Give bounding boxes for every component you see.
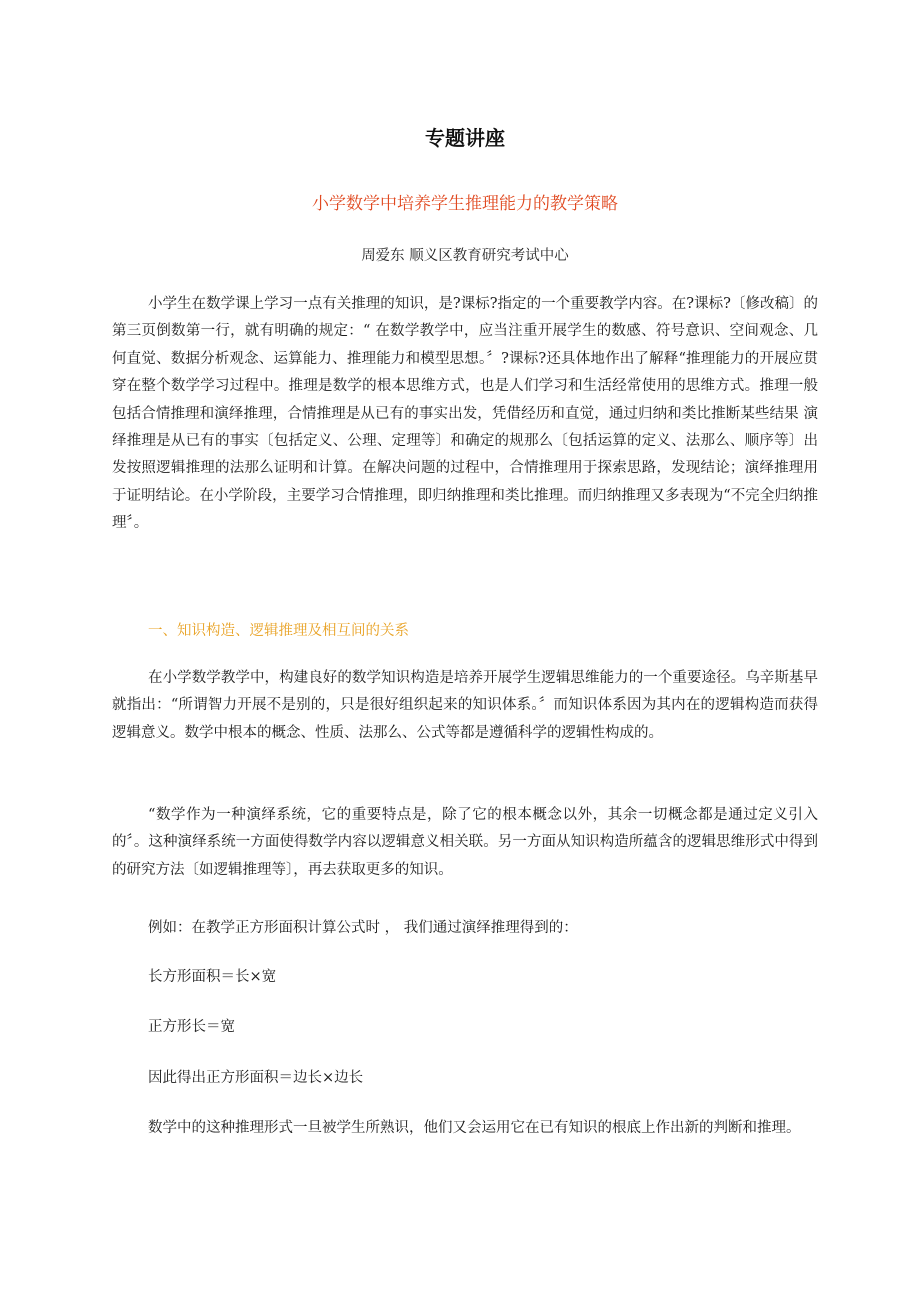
formula-square-sides: 正方形长＝宽	[148, 1019, 235, 1035]
section-1-heading: 一、知识构造、逻辑推理及相互间的关系	[148, 623, 409, 639]
section-1-paragraph-1: 在小学数学教学中，构建良好的数学知识构造是培养开展学生逻辑思维能力的一个重要途径。乌辛斯基早就指出：“所谓智力开展不是别的，只是很好组织起来的知识体系。〞而知识体系因为其内在的逻辑构造而获得逻辑意义。数学中根本的概念、性质、法那么、公式等都是遵循科学的逻辑性构成的。	[112, 670, 818, 741]
closing-paragraph: 数学中的这种推理形式一旦被学生所熟识，他们又会运用它在已有知识的根底上作出新的判断和推理。	[148, 1120, 801, 1136]
formula-square-area: 因此得出正方形面积＝边长×边长	[148, 1070, 364, 1086]
article-title: 小学数学中培养学生推理能力的教学策略	[312, 194, 618, 214]
author-line: 周爱东 顺义区教育研究考试中心	[361, 248, 569, 264]
section-1-paragraph-2: “数学作为一种演绎系统，它的重要特点是，除了它的根本概念以外，其余一切概念都是通过定义引入的〞。这种演绎系统一方面使得数学内容以逻辑意义相关联。另一方面从知识构造所蕴含的逻辑思维形式中得到的研究方法〔如逻辑推理等〕，再去获取更多的知识。	[112, 807, 818, 878]
intro-paragraph: 小学生在数学课上学习一点有关推理的知识，是?课标?指定的一个重要教学内容。在?课标?〔修改稿〕的第三页倒数第一行，就有明确的规定：“ 在数学教学中，应当注重开展学生的数感、符号意识、空间观念、几何直觉、数据分析观念、运算能力、推理能力和模型思想。〞?课标?还具体地作出了解释“推理能力的开展应贯穿在整个数学学习过程中。推理是数学的根本思维方式，也是人们学习和生活经常使用的思维方式。推理一般包括合情推理和演绎推理，合情推理是从已有的事实出发，凭借经历和直觉，通过归纳和类比推断某些结果 演绎推理是从已有的事实〔包括定义、公理、定理等〕和确定的规那么〔包括运算的定义、法那么、顺序等〕出发按照逻辑推理的法那么证明和计算。在解决问题的过程中，合情推理用于探索思路，发现结论；演绎推理用于证明结论。在小学阶段，主要学习合情推理，即归纳推理和类比推理。而归纳推理又多表现为“不完全归纳推理〞。	[112, 296, 818, 532]
series-title: 专题讲座	[425, 126, 505, 150]
formula-rectangle-area: 长方形面积＝长×宽	[148, 969, 277, 985]
example-intro: 例如：在教学正方形面积计算公式时 ， 我们通过演绎推理得到的：	[148, 920, 578, 936]
